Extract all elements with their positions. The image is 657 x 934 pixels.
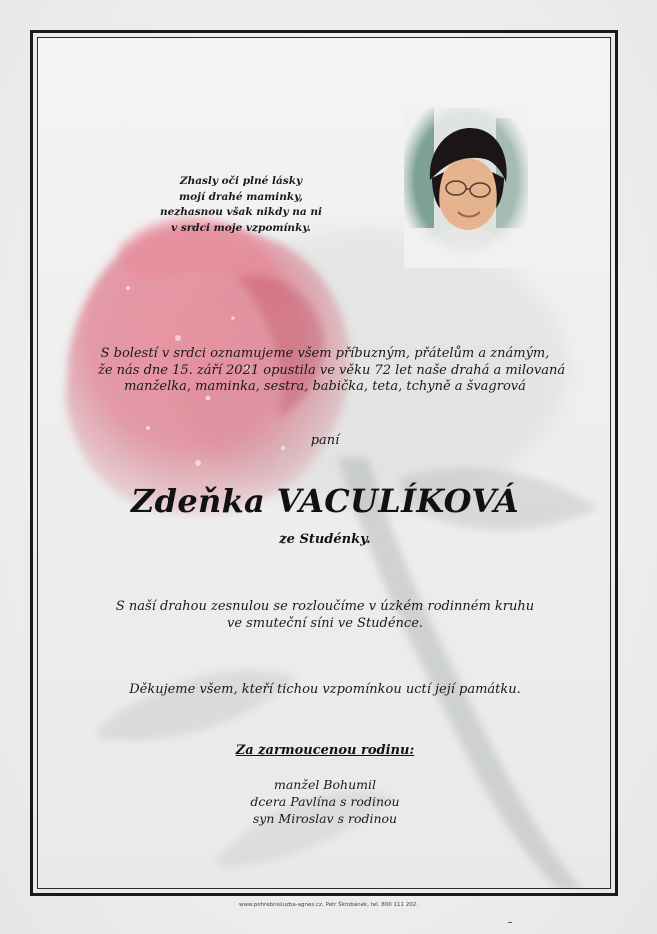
announcement-line: že nás dne 15. září 2021 opustila ve věku 72 let naše drahá a milovaná [98, 362, 566, 378]
origin-place: ze Studénky. [279, 532, 371, 547]
verse-line: nezhasnou však nikdy na ni [159, 206, 322, 218]
family-members [38, 776, 611, 827]
funeral-service-footer: www.pohrebnisluzba-agnes.cz, Petr Škrobánek, tel. 800 111 202. [238, 902, 419, 908]
farewell-notice [38, 598, 611, 632]
family-member: syn Miroslav s rodinou [252, 811, 398, 826]
farewell-line: ve smuteční síni ve Studénce. [226, 616, 424, 631]
family-member: dcera Pavlína s rodinou [250, 794, 400, 809]
thanks-text: Děkujeme všem, kteří tichou vzpomínkou uctí její památku. [129, 682, 521, 697]
deceased-name: Zdeňka VACULÍKOVÁ [131, 482, 519, 520]
memorial-verse [158, 174, 324, 236]
family-member: manžel Bohumil [274, 777, 376, 792]
announcement-line: S bolestí v srdci oznamujeme všem příbuzným, přátelům a známým, [100, 346, 550, 361]
margin-mark [508, 922, 512, 923]
announcement-line: manželka, maminka, sestra, babička, teta, tchyně a švagrová [124, 379, 526, 394]
verse-line: v srdci moje vzpomínky. [171, 221, 311, 234]
inner-frame [37, 37, 611, 889]
family-heading: Za zarmoucenou rodinu: [235, 743, 415, 758]
farewell-line: S naší drahou zesnulou se rozloučíme v úzkém rodinném kruhu [115, 599, 535, 614]
honorific: paní [310, 433, 340, 448]
verse-line: mojí drahé maminky, [179, 190, 303, 203]
verse-line: Zhasly oči plné lásky [179, 175, 303, 187]
death-announcement [98, 346, 566, 396]
portrait-photo [404, 108, 528, 268]
